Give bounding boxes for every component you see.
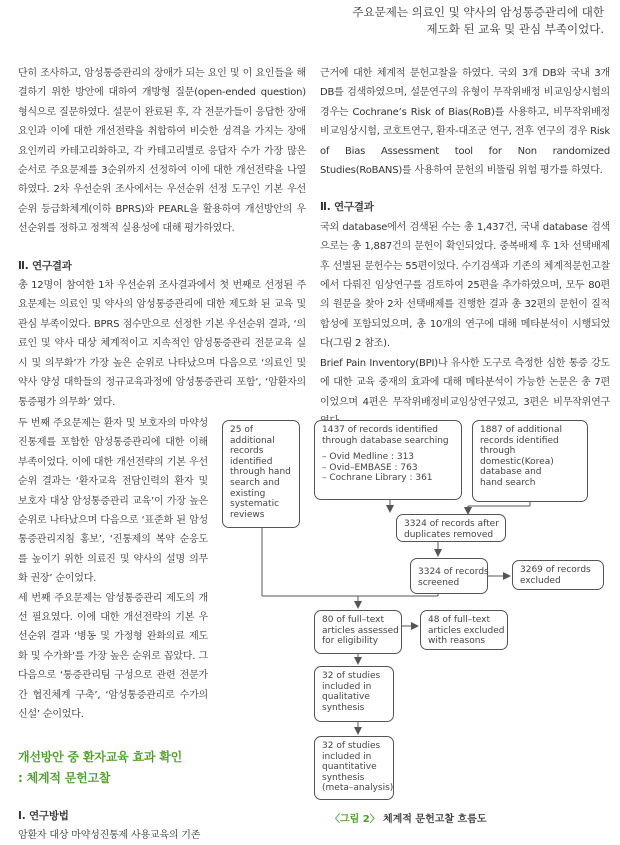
figure-caption-text: 체계적 문헌고찰 흐름도: [382, 814, 487, 825]
box-screened: [410, 558, 488, 594]
box-line: 80 of full–text: [322, 615, 384, 625]
right-paragraph-3: Brief Pain Inventory(BPI)나 유사한 도구로 측정한 심한 통증 강도에 대한 교육 중재의 효과에 대해 메타분석이 가능한 논문은 총 7편이었으며 4편은 무작위배정비교임상연구였고, 3편은 비무작위연구: [320, 357, 610, 408]
box-line: reviews: [230, 509, 265, 520]
box-line: – Ovid–EMBASE : 763: [322, 462, 418, 473]
box-line: through: [480, 446, 516, 457]
box-line: – Cochrane Library : 361: [322, 473, 433, 484]
box-line: articles excluded: [428, 625, 505, 636]
right-heading-results: Ⅱ. 연구결과: [320, 201, 374, 214]
box-line: for eligibility: [322, 636, 379, 647]
left-paragraph-2: 총 12명이 참여한 1차 우선순위 조사결과에서 첫 번째로 선정된 주요문제는 의료인 및 약사의 암성통증관리에 대한 제도화 된 교육 및 관심 부족이었다. BPRS 점수만으로 선정한 기본 우선순위 결과, ‘의료인 및 약사 대상 체계적이고 지속적인 암성통증관리 전문교육 실시 및 의무화’가 가장 높은 순위로 나타났으며 다음으로 ‘의료인 및 약사 양성 대학들의 정규교육과정에 암성통증관리 포함’, ‘암환자의 통증평가 의무화’ 였다.: [18, 280, 306, 408]
box-line: search and: [230, 477, 280, 488]
box-line: systematic: [230, 499, 280, 510]
section-title-line-2: : 체계적 문헌고찰: [18, 770, 111, 785]
left-heading-results: Ⅱ. 연구결과: [18, 259, 72, 272]
box-line: domestic(Korea): [480, 456, 554, 467]
left-paragraph-1: 단히 조사하고, 암성통증관리의 장애가 되는 요인 및 이 요인들을 해결하기 위한 방안에 대하여 개방형 질문(open-ended question) 형식으로 질문하였다. 설문이 완료된 후, 각 전문가들이 응답한 장애요인과 이에 대한 개선전략을 취합하여 비슷한 성격을 가지는 장애요인끼리 카테고리화하고, 각 카테고리별로 응답자 수가 가장 많은 순서로 주요문제를 3순위까지 선정하여 이에 대한 개선전략을 나열하였다. 2차 우선순위 조사에서는 우선순위 선정 도구인 기본 우선순위 등급화체계(이하 BPRS)와 PEARL을 활용하여 개선방안의 우선순위를 정하고 정책적 실용성에 대해 평가하였다.: [18, 68, 306, 235]
header-line-2: 제도화 된 교육 및 관심 부족이었다.: [426, 22, 604, 36]
figure-number: 〈그림 2〉: [330, 814, 380, 825]
box-line: 32 of studies: [322, 741, 381, 751]
header-line-1: 주요문제는 의료인 및 약사의 암성통증관리에 대한: [352, 5, 604, 19]
box-line: 25 of: [230, 425, 253, 435]
box-line: database and: [480, 467, 542, 478]
left-paragraph-5: 암환자 대상 마약성진통제 사용교육의 기존: [18, 829, 201, 841]
left-paragraph-4: 세 번째 주요문제는 암성통증관리 제도의 개선 필요였다. 이에 대한 개선전략의 기본 우선순위 결과 ‘병동 및 가정형 완화의료 제도화 및 수가화’를 가장 높은 순위로 꼽았다. 그 다음으로 ‘통증관리팀 구성으로 관련 전문가 간 협진체계 구축’, ‘암성통증관리로 수가의 신설’ 순이었다.: [18, 592, 208, 721]
box-line: duplicates removed: [404, 529, 494, 540]
section-title-line-1: 개선방안 중 환자교육 효과 확인: [18, 749, 183, 764]
box-line: through database searching: [322, 435, 449, 446]
box-line: 1887 of additional: [480, 425, 562, 435]
box-line: existing: [230, 488, 266, 499]
box-fulltext-assessed: [314, 610, 402, 654]
box-line: – Ovid Medline : 313: [322, 452, 415, 463]
box-line: included in: [322, 681, 372, 692]
box-domestic-search: [472, 420, 588, 502]
left-heading-methods: Ⅰ. 연구방법: [18, 809, 69, 822]
right-paragraph-1: 근거에 대한 체계적 문헌고찰을 하였다. 국외 3개 DB와 국내 3개 DB를 검색하였으며, 설문연구의 유형이 무작위배정 비교임상시험의 경우는 Cochrane’s Risk of Bias(RoB)를 사용하고, 비무작위배정 비교임상시험, 코호트연구, 환자-대조군 연구, 전후 연구의 경우 Risk of Bias Assessment tool for Non randomized Studies(RoBANS)를 사용하여 문헌의 비뚤림 위험 평가를 하였다.: [320, 68, 610, 177]
box-line: screened: [418, 577, 460, 588]
box-line: records: [230, 446, 264, 457]
box-line: 3269 of records: [520, 565, 591, 575]
box-line: 3324 of records: [418, 567, 489, 577]
box-line: with reasons: [428, 636, 486, 647]
box-after-duplicates: [396, 514, 506, 542]
box-line: identified: [230, 456, 273, 467]
figure-caption: [330, 810, 487, 825]
box-line: 3324 of records after: [404, 519, 499, 529]
box-fulltext-excluded: [420, 610, 508, 650]
box-line: records identified: [480, 435, 559, 446]
box-line: synthesis: [322, 702, 365, 713]
box-database-search: [314, 420, 462, 500]
box-line: qualitative: [322, 692, 370, 703]
box-qualitative-synthesis: [314, 666, 394, 722]
box-line: 1437 of records identified: [322, 425, 439, 435]
box-line: 32 of studies: [322, 671, 381, 681]
box-line: articles assessed: [322, 625, 399, 636]
box-line: hand search: [480, 477, 536, 488]
box-line: included in: [322, 751, 372, 762]
left-paragraph-3: 두 번째 주요문제는 환자 및 보호자의 마약성진통제를 포함한 암성통증관리에 대한 이해부족이었다. 이에 대한 개선전략의 기본 우선순위 결과는 ‘환자교육 전담인력의 환자 및 보호자 대상 암성통증관리 교육’이 가장 높은 순위로 나타났으며 다음으로 ‘표준화 된 암성통증관리지침 홍보’, ‘진통제의 복약 순응도를 높이기 위한 의료진 및 약사의 설명 의무화 권장’ 순이었다.: [18, 418, 208, 585]
box-line: synthesis: [322, 772, 365, 783]
box-line: 48 of full–text: [428, 615, 490, 625]
box-line: excluded: [520, 575, 561, 586]
box-line: through hand: [230, 467, 291, 478]
box-quantitative-synthesis: [314, 736, 394, 800]
box-line: additional: [230, 435, 275, 446]
box-line: (meta–analysis): [322, 783, 394, 794]
right-paragraph-2: 국외 database에서 검색된 수는 총 1,437건, 국내 database 검색으로는 총 1,887건의 문헌이 확인되었다. 중복배제 후 1차 선택배제 후 선별된 문헌수는 55편이었다. 수기검색과 기존의 체계적문헌고찰에서 다뤄진 임상연구를 검토하여 25편을 추가하였으며, 모두 80편의 원문을 찾아 2차 선택배제를 진행한 결과 총 32편의 문헌이 질적 합성에 포함되었으며, 총 10개의 연구에 대해 메타분석이 시행되었다(그림 2 참조).: [320, 221, 610, 350]
box-line: quantitative: [322, 762, 377, 773]
box-excluded: [512, 560, 604, 590]
box-hand-search: [222, 420, 300, 528]
